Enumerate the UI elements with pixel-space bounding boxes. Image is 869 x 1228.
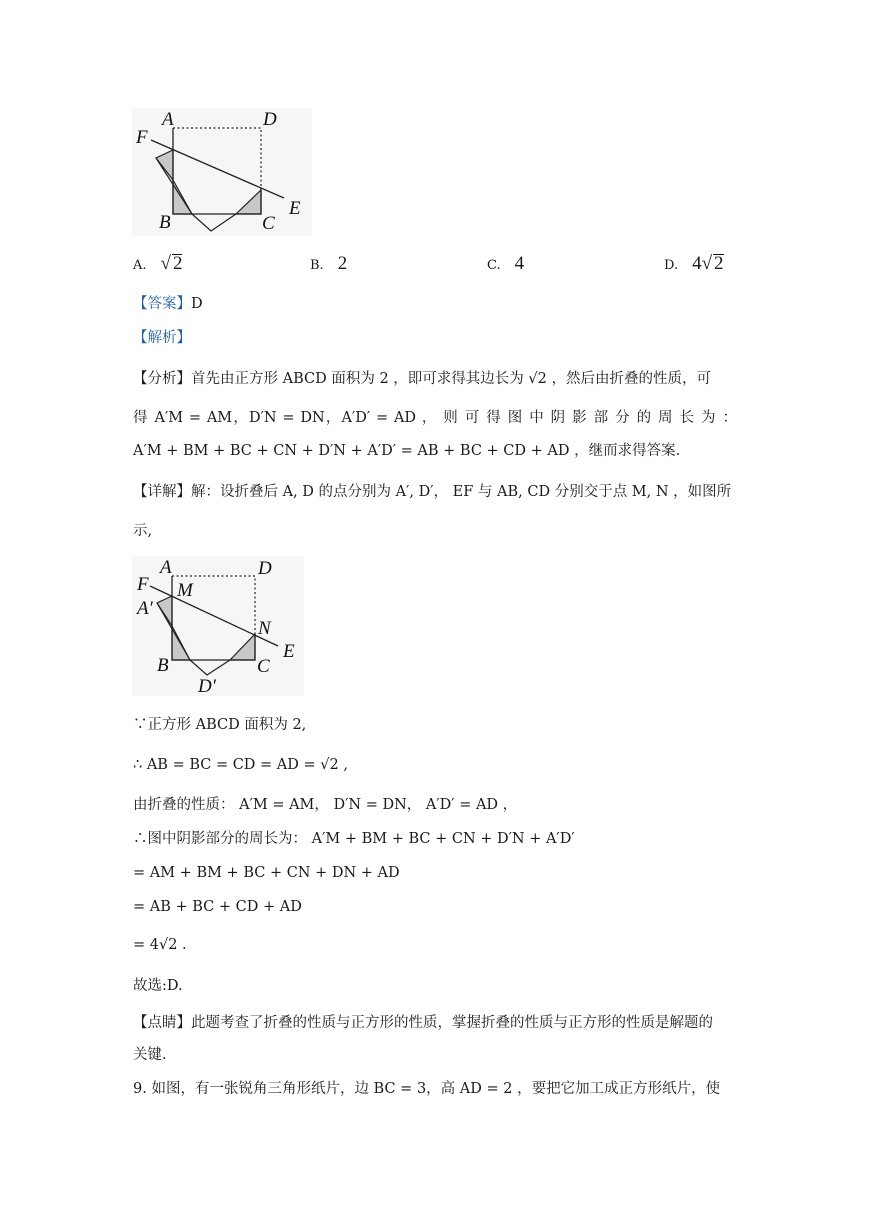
step-2: ∴ AB = BC = CD = AD = √2 , [133, 757, 348, 773]
step-5: = AM + BM + BC + CN + DN + AD [133, 865, 400, 881]
label-E: E [283, 641, 295, 662]
label-F: F [137, 574, 149, 595]
label-E: E [289, 198, 301, 219]
label-D: D [258, 558, 272, 579]
label-A: A [162, 109, 174, 130]
step-4: ∴图中阴影部分的周长为： A′M + BM + BC + CN + D′N + A′D′ [133, 831, 575, 847]
option-d: D. 4√ 2 [664, 253, 724, 274]
label-F: F [136, 127, 148, 148]
label-A-prime: A′ [137, 598, 153, 619]
step-8: 故选:D. [133, 978, 183, 994]
dianjing-line-1: 【点睛】此题考查了折叠的性质与正方形的性质，掌握折叠的性质与正方形的性质是解题的 [133, 1015, 713, 1031]
option-b: B. 2 [310, 253, 348, 274]
label-B: B [159, 212, 171, 233]
step-3: 由折叠的性质： A′M = AM， D′N = DN， A′D′ = AD ， [133, 797, 518, 813]
xiangjie-line-2: 示, [133, 523, 153, 539]
answer-line: 【答案】D [133, 296, 203, 312]
step-1: ∵正方形 ABCD 面积为 2, [133, 717, 307, 733]
label-D: D [263, 109, 277, 130]
question-9: 9. 如图，有一张锐角三角形纸片，边 BC = 3，高 AD = 2 ，要把它加工成正方形纸片，使 [133, 1081, 721, 1097]
fenxi-line-2: 得 A′M = AM，D′N = DN，A′D′ = AD ， 则 可 得 图 中 阴 影 部 分 的 周 长 为 ： [133, 410, 737, 426]
figure-folded-square [132, 108, 312, 236]
fenxi-line-1: 【分析】首先由正方形 ABCD 面积为 2 ，即可求得其边长为 √2 ，然后由折叠的性质，可 [133, 371, 711, 387]
label-D-prime: D′ [198, 676, 216, 696]
figure-folded-square-labeled [132, 556, 304, 696]
analysis-tag: 【解析】 [133, 330, 191, 346]
label-C: C [262, 213, 275, 234]
xiangjie-line-1: 【详解】解：设折叠后 A, D 的点分别为 A′, D′， EF 与 AB, CD 分别交于点 M, N ，如图所 [133, 484, 732, 500]
dianjing-line-2: 关键. [133, 1047, 167, 1063]
step-6: = AB + BC + CD + AD [133, 899, 302, 915]
step-7: = 4√2 . [133, 937, 187, 953]
label-M: M [177, 580, 193, 601]
fenxi-line-3: A′M + BM + BC + CN + D′N + A′D′ = AB + BC + CD + AD ，继而求得答案. [133, 443, 681, 459]
option-a: A. √ 2 [133, 253, 183, 274]
label-B: B [157, 655, 169, 676]
option-c: C. 4 [487, 253, 525, 274]
label-N: N [258, 618, 271, 639]
label-C: C [257, 656, 270, 677]
label-A: A [160, 557, 172, 578]
